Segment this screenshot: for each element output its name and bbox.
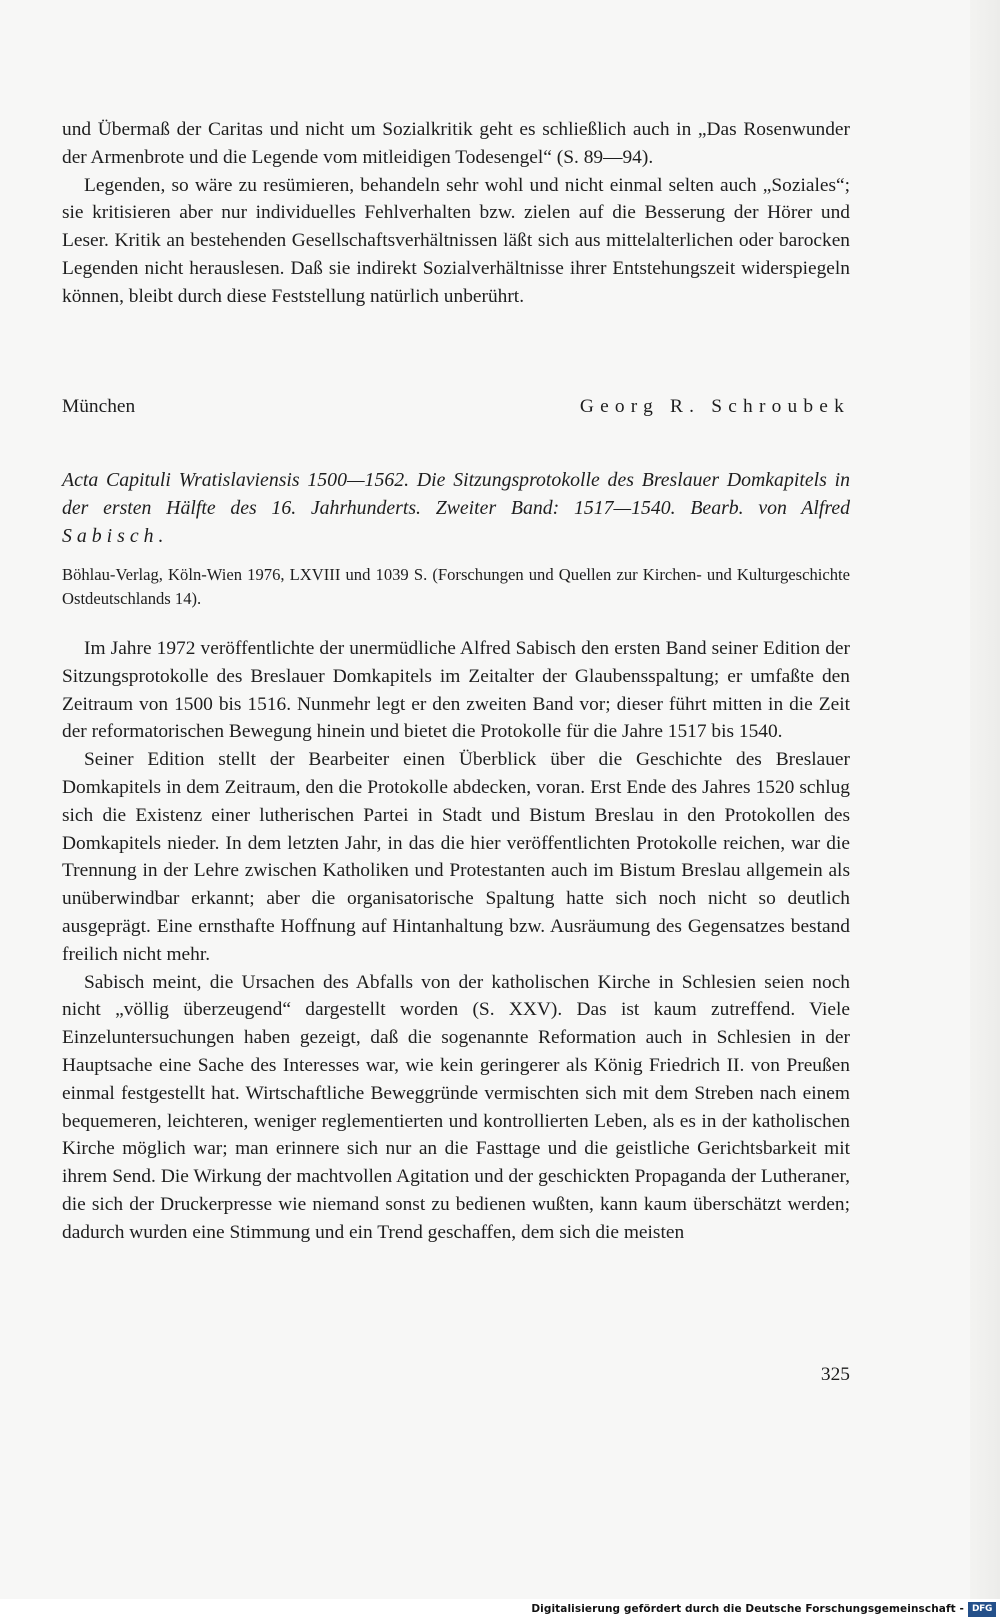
review-paragraph-3: Sabisch meint, die Ursachen des Abfalls von der katholischen Kirche in Schlesien seien noch nicht „völlig überzeugend“ dargestellt worden (S. XXV). Das ist kaum zutreffend. Viele Einzeluntersuchungen haben gezeigt, daß die sogenannte Reformation auch in Schlesien in der Hauptsache eine Sache des Interesses war, wie kein geringerer als König Friedrich II. von Preußen einmal festgestellt hat. Wirtschaftliche Beweggründe vermischten sich mit dem Streben nach einem bequemeren, leichteren, weniger reglementierten und kontrollierten Leben, als es in der katholischen Kirche möglich war; man erinnere sich nur an die Fasttage und die geistliche Gerichtsbarkeit mit ihrem Send. Die Wirkung der machtvollen Agitation und der geschickten Propaganda der Lutheraner, die sich der Druckerpresse wie niemand sonst zu bedienen wußten, kann kaum überschätzt werden; dadurch wurden eine Stimmung und ein Trend geschaffen, dem sich die meisten bbox=[62, 971, 850, 1243]
footer-credit: Digitalisierung gefördert durch die Deutsche Forschungsgemeinschaft - bbox=[531, 1603, 964, 1615]
review-publisher: Böhlau-Verlag, Köln-Wien 1976, LXVIII und 1039 S. (Forschungen und Quellen zur Kirchen- und Kulturgeschichte Ostdeutschlands 14). bbox=[62, 565, 850, 608]
review-paragraph-1: Im Jahre 1972 veröffentlichte der unermüdliche Alfred Sabisch den ersten Band seiner Edition der Sitzungsprotokolle des Breslauer Domkapitels im Zeitalter der Glaubensspaltung; er umfaßte den Zeitraum von 1500 bis 1516. Nunmehr legt er den zweiten Band vor; dieser führt mitten in die Zeit der reformatorischen Bewegung hinein und bietet die Protokolle für die Jahre 1517 bis 1540. bbox=[62, 638, 850, 743]
footer-bar bbox=[0, 1599, 1000, 1621]
scan-edge bbox=[970, 0, 1000, 1600]
intro-paragraph-1: und Übermaß der Caritas und nicht um Sozialkritik geht es schließlich auch in „Das Rosenwunder der Armenbrote und die Legende vom mitleidigen Todesengel“ (S. 89—94). bbox=[62, 119, 850, 168]
signature-author: Georg R. Schroubek bbox=[579, 396, 850, 417]
intro-text bbox=[62, 116, 850, 311]
review-title-editor: Sabisch. bbox=[62, 525, 169, 547]
intro-paragraph-2: Legenden, so wäre zu resümieren, behandeln sehr wohl und nicht einmal selten auch „Soziales“; sie kritisieren aber nur individuelles Fehlverhalten bzw. zielen auf die Besserung der Hörer und Leser. Kritik an bestehenden Gesellschaftsverhältnissen läßt sich aus mittelalterlichen oder barocken Legenden nicht herauslesen. Daß sie indirekt Sozialverhältnisse ihrer Entstehungszeit widerspiegeln können, bleibt durch diese Feststellung natürlich unberührt. bbox=[62, 174, 850, 307]
review-title bbox=[62, 466, 850, 550]
review-paragraph-2: Seiner Edition stellt der Bearbeiter einen Überblick über die Geschichte des Breslauer Domkapitels in dem Zeitraum, den die Protokolle abdecken, voran. Erst Ende des Jahres 1520 schlug sich die Existenz einer lutherischen Partei in Stadt und Bistum Breslau in den Protokollen des Domkapitels nieder. In dem letzten Jahr, in das die hier veröffentlichten Protokolle reichen, war die Trennung in der Lehre zwischen Katholiken und Protestanten auch im Bistum Breslau allgemein als unüberwindbar erkannt; aber die organisatorische Spaltung hatte sich noch nicht so deutlich ausgeprägt. Eine ernsthafte Hoffnung auf Hintanhaltung bzw. Ausräumung des Gegensatzes bestand freilich nicht mehr. bbox=[62, 749, 850, 965]
review-title-main: Acta Capituli Wratislaviensis 1500—1562. Die Sitzungsprotokolle des Breslauer Domkapitels in der ersten Hälfte des 16. Jahrhunderts. Zweiter Band: 1517—1540. Bearb. von Alfred bbox=[62, 469, 850, 519]
page-number: 325 bbox=[820, 1364, 850, 1385]
signature-city: München bbox=[62, 396, 136, 417]
dfg-logo-icon: DFG bbox=[968, 1602, 996, 1617]
review-body bbox=[62, 635, 850, 1247]
